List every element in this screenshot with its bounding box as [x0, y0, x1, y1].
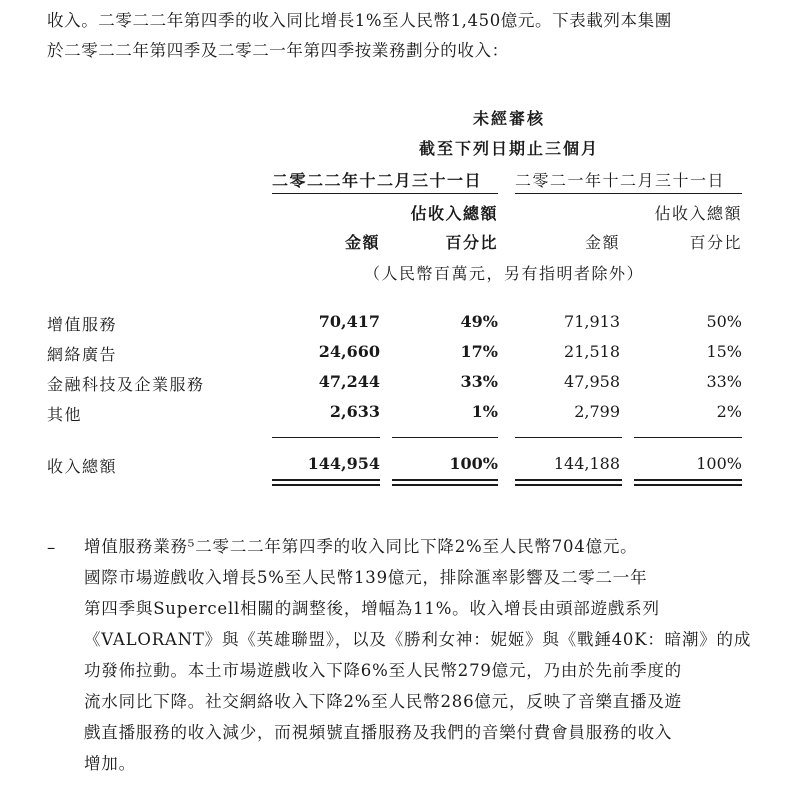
- bullet-line: 增值服務業務⁵二零二二年第四季的收入同比下降2%至人民幣704億元。: [84, 537, 638, 556]
- table-header-period: 截至下列日期止三個月: [418, 139, 599, 158]
- total-rule-top: [392, 437, 498, 438]
- pct-2022: 17%: [460, 342, 498, 361]
- total-double-rule: [272, 484, 380, 486]
- bullet-line: 《VALORANT》與《英雄聯盟》，以及《勝利女神：妮姬》與《戰錘40K：暗潮》的成: [84, 630, 752, 649]
- total-double-rule: [515, 479, 622, 481]
- bullet-line: 流水同比下降。社交網絡收入下降2%至人民幣286億元，反映了音樂直播及遊: [84, 692, 682, 711]
- total-label: 收入總額: [47, 457, 118, 476]
- pct-2021: 2%: [716, 402, 742, 421]
- table-row: [0, 342, 811, 372]
- pct-2022: 1%: [471, 402, 498, 421]
- total-amount-2022: 144,954: [307, 454, 380, 473]
- row-label: 網絡廣告: [47, 345, 118, 364]
- bullet-line: 功發佈拉動。本土市場遊戲收入下降6%至人民幣279億元，乃由於先前季度的: [84, 661, 682, 680]
- col-pct-2022: 百分比: [445, 233, 498, 252]
- table-row: [0, 402, 811, 432]
- amount-2021: 21,518: [564, 342, 620, 361]
- period-2022-label: 二零二二年十二月三十一日: [272, 171, 483, 190]
- total-double-rule: [392, 484, 498, 486]
- total-rule-top: [272, 437, 380, 438]
- bullet-line: 第四季與Supercell相關的調整後，增幅為11%。收入增長由頭部遊戲系列: [84, 599, 660, 618]
- col-amount-2022: 金額: [344, 233, 380, 252]
- amount-2022: 47,244: [318, 372, 380, 391]
- intro-line-2: 於二零二二年第四季及二零二一年第四季按業務劃分的收入：: [47, 41, 509, 60]
- period-2021-label: 二零二一年十二月三十一日: [515, 171, 726, 190]
- est-total-2022-label: 佔收入總額: [410, 204, 498, 223]
- col-pct-2021: 百分比: [689, 233, 742, 252]
- total-rule-top: [515, 437, 622, 438]
- amount-2021: 2,799: [574, 402, 620, 421]
- total-amount-2021: 144,188: [553, 454, 620, 473]
- total-double-rule: [634, 484, 742, 486]
- total-pct-2022: 100%: [449, 454, 498, 473]
- total-double-rule: [634, 479, 742, 481]
- bullet-dash: –: [47, 538, 56, 557]
- intro-paragraph: [47, 6, 797, 66]
- bullet-line: 增加。: [84, 754, 136, 773]
- row-label: 增值服務: [47, 315, 118, 334]
- amount-2022: 24,660: [318, 342, 380, 361]
- bullet-paragraph: [84, 531, 752, 779]
- pct-2022: 33%: [460, 372, 498, 391]
- pct-2021: 33%: [706, 372, 742, 391]
- row-label: 金融科技及企業服務: [47, 375, 205, 394]
- total-double-rule: [515, 484, 622, 486]
- amount-2022: 2,633: [329, 402, 380, 421]
- total-double-rule: [272, 479, 380, 481]
- unit-note: （人民幣百萬元，另有指明者除外）: [364, 264, 645, 283]
- table-header-unaudited: 未經審核: [472, 109, 545, 128]
- total-rule-top: [634, 437, 742, 438]
- table-row: [0, 312, 811, 342]
- bullet-line: 戲直播服務的收入減少，而視頻號直播服務及我們的音樂付費會員服務的收入: [84, 723, 673, 742]
- col-amount-2021: 金額: [584, 233, 620, 252]
- table-row: [0, 372, 811, 402]
- bullet-line: 國際市場遊戲收入增長5%至人民幣139億元，排除滙率影響及二零二一年: [84, 568, 648, 587]
- amount-2021: 71,913: [564, 312, 620, 331]
- est-total-2021-label: 佔收入總額: [654, 204, 742, 223]
- pct-2021: 15%: [706, 342, 742, 361]
- period-2022-underline: [272, 193, 498, 194]
- amount-2022: 70,417: [318, 312, 380, 331]
- amount-2021: 47,958: [564, 372, 620, 391]
- total-double-rule: [392, 479, 498, 481]
- pct-2022: 49%: [460, 312, 498, 331]
- intro-line-1: 收入。二零二二年第四季的收入同比增長1%至人民幣1,450億元。下表載列本集團: [47, 11, 672, 30]
- row-label: 其他: [47, 405, 83, 424]
- pct-2021: 50%: [706, 312, 742, 331]
- period-2021-underline: [515, 193, 742, 194]
- total-pct-2021: 100%: [696, 454, 742, 473]
